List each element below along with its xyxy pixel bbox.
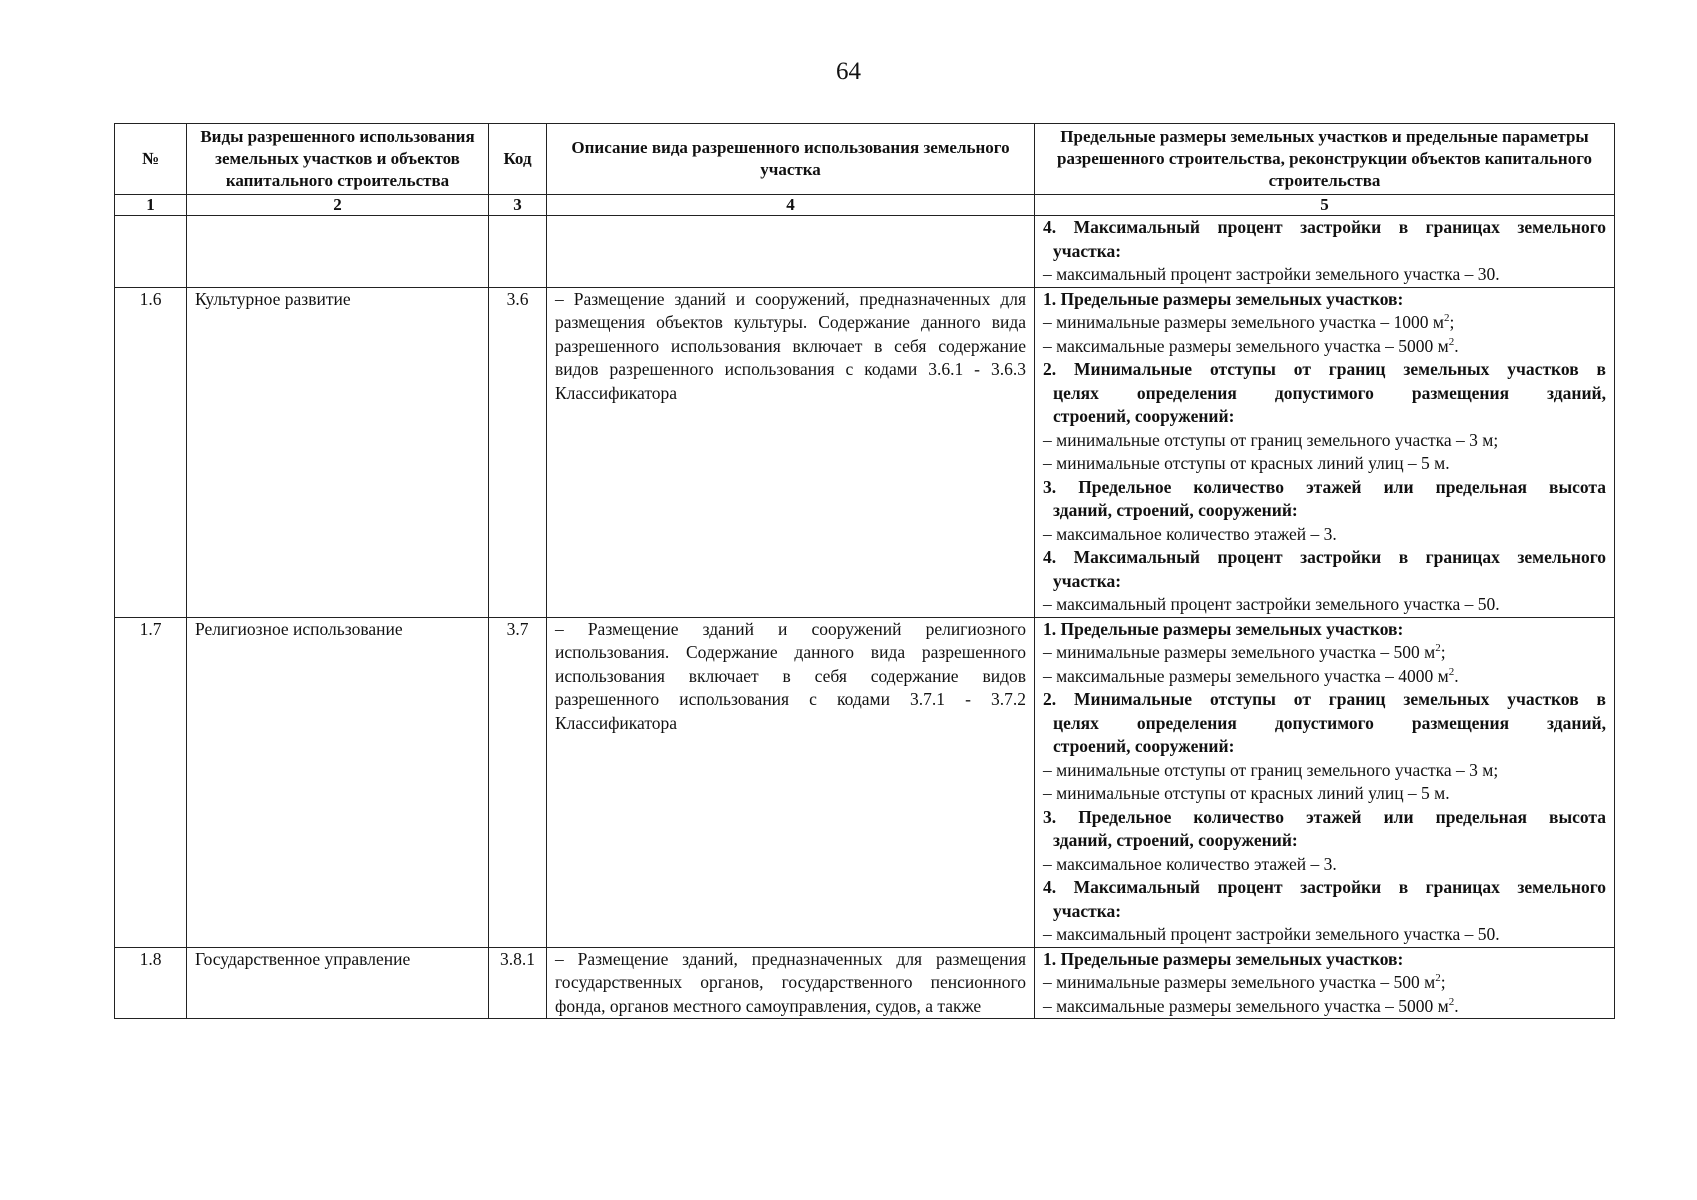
param-heading: строений, сооружений: <box>1053 406 1235 426</box>
param-heading: участка: <box>1053 570 1122 591</box>
use-description: – Размещение зданий и сооружений, предназначенных для размещения объектов культуры. Содержание данного вида разрешенного использования включает в себя содержание видов разрешенного использования с кодами 3.6.1 - 3.6.3 Классификатора <box>547 287 1035 617</box>
param-heading: целях определения допустимого размещения зданий, <box>1053 712 1606 733</box>
param-heading: целях определения допустимого размещения зданий, <box>1053 382 1606 403</box>
use-type-name: Культурное развитие <box>187 287 489 617</box>
parameters-cell <box>1035 617 1615 947</box>
row-number: 1.8 <box>115 947 187 1019</box>
param-heading: 1. Предельные размеры земельных участков: <box>1043 288 1404 309</box>
column-number: 2 <box>187 195 489 216</box>
use-code: 3.7 <box>489 617 547 947</box>
param-heading: 2. Минимальные отступы от границ земельных участков в <box>1043 359 1606 379</box>
param-line: – минимальные размеры земельного участка – 500 $м^2$; <box>1043 642 1446 662</box>
param-line: – максимальные размеры земельного участка – 5000 $м^2$. <box>1043 335 1459 356</box>
header-parameters: Предельные размеры земельных участков и предельные параметры разрешенного строительства, реконструкции объектов капитального строительства <box>1035 124 1615 195</box>
param-line: – максимальный процент застройки земельного участка – 50. <box>1043 594 1500 614</box>
row-number: 1.6 <box>115 287 187 617</box>
param-line: – минимальные размеры земельного участка – 1000 $м^2$; <box>1043 312 1455 332</box>
row-number: 1.7 <box>115 617 187 947</box>
param-heading: 1. Предельные размеры земельных участков: <box>1043 618 1404 639</box>
param-line: – максимальный процент застройки земельного участка – 30. <box>1043 264 1500 284</box>
use-code: 3.6 <box>489 287 547 617</box>
column-number: 4 <box>547 195 1035 216</box>
table-row <box>115 617 1615 947</box>
use-type-name: Религиозное использование <box>187 617 489 947</box>
column-number: 3 <box>489 195 547 216</box>
table-header-row <box>115 124 1615 195</box>
column-number: 5 <box>1035 195 1615 216</box>
param-heading: 3. Предельное количество этажей или предельная высота <box>1043 806 1606 827</box>
param-line: – минимальные отступы от красных линий улиц – 5 м. <box>1043 453 1450 473</box>
param-line: – максимальные размеры земельного участка – 5000 $м^2$. <box>1043 995 1459 1016</box>
table-row <box>115 216 1615 288</box>
param-line: – максимальные размеры земельного участка – 4000 $м^2$. <box>1043 665 1459 686</box>
header-description: Описание вида разрешенного использования земельного участка <box>547 124 1035 195</box>
permitted-use-table <box>114 123 1615 1019</box>
use-type-name: Государственное управление <box>187 947 489 1019</box>
param-heading: участка: <box>1053 240 1122 261</box>
param-heading: 4. Максимальный процент застройки в границах земельного <box>1043 877 1606 897</box>
param-heading: зданий, строений, сооружений: <box>1053 830 1298 850</box>
param-line: – минимальные отступы от границ земельного участка – 3 м; <box>1043 429 1499 450</box>
table-row <box>115 947 1615 1019</box>
table-row <box>115 287 1615 617</box>
column-numbers-row <box>115 195 1615 216</box>
param-heading: 3. Предельное количество этажей или предельная высота <box>1043 476 1606 497</box>
param-line: – минимальные отступы от границ земельного участка – 3 м; <box>1043 759 1499 780</box>
use-code: 3.8.1 <box>489 947 547 1019</box>
param-heading: 1. Предельные размеры земельных участков: <box>1043 948 1404 969</box>
param-heading: 2. Минимальные отступы от границ земельных участков в <box>1043 689 1606 709</box>
use-description: – Размещение зданий и сооружений религиозного использования. Содержание данного вида разрешенного использования включает в себя содержание видов разрешенного использования с кодами 3.7.1 - 3.7.2 Классификатора <box>547 617 1035 947</box>
header-code: Код <box>489 124 547 195</box>
use-description: – Размещение зданий, предназначенных для размещения государственных органов, государственного пенсионного фонда, органов местного самоуправления, судов, а также <box>547 947 1035 1019</box>
param-line: – минимальные размеры земельного участка – 500 $м^2$; <box>1043 972 1446 992</box>
param-line: – максимальный процент застройки земельного участка – 50. <box>1043 924 1500 944</box>
column-number: 1 <box>115 195 187 216</box>
header-use-type: Виды разрешенного использования земельных участков и объектов капитального строительства <box>187 124 489 195</box>
parameters-cell <box>1035 287 1615 617</box>
param-heading: строений, сооружений: <box>1053 736 1235 756</box>
param-heading: зданий, строений, сооружений: <box>1053 500 1298 520</box>
param-heading: 4. Максимальный процент застройки в границах земельного <box>1043 217 1606 237</box>
param-heading: участка: <box>1053 900 1122 921</box>
header-number: № <box>115 124 187 195</box>
parameters-cell <box>1035 216 1615 288</box>
param-line: – максимальное количество этажей – 3. <box>1043 523 1337 544</box>
param-heading: 4. Максимальный процент застройки в границах земельного <box>1043 547 1606 567</box>
page-number: 64 <box>836 58 861 85</box>
param-line: – минимальные отступы от красных линий улиц – 5 м. <box>1043 783 1450 803</box>
param-line: – максимальное количество этажей – 3. <box>1043 853 1337 874</box>
parameters-cell <box>1035 947 1615 1019</box>
